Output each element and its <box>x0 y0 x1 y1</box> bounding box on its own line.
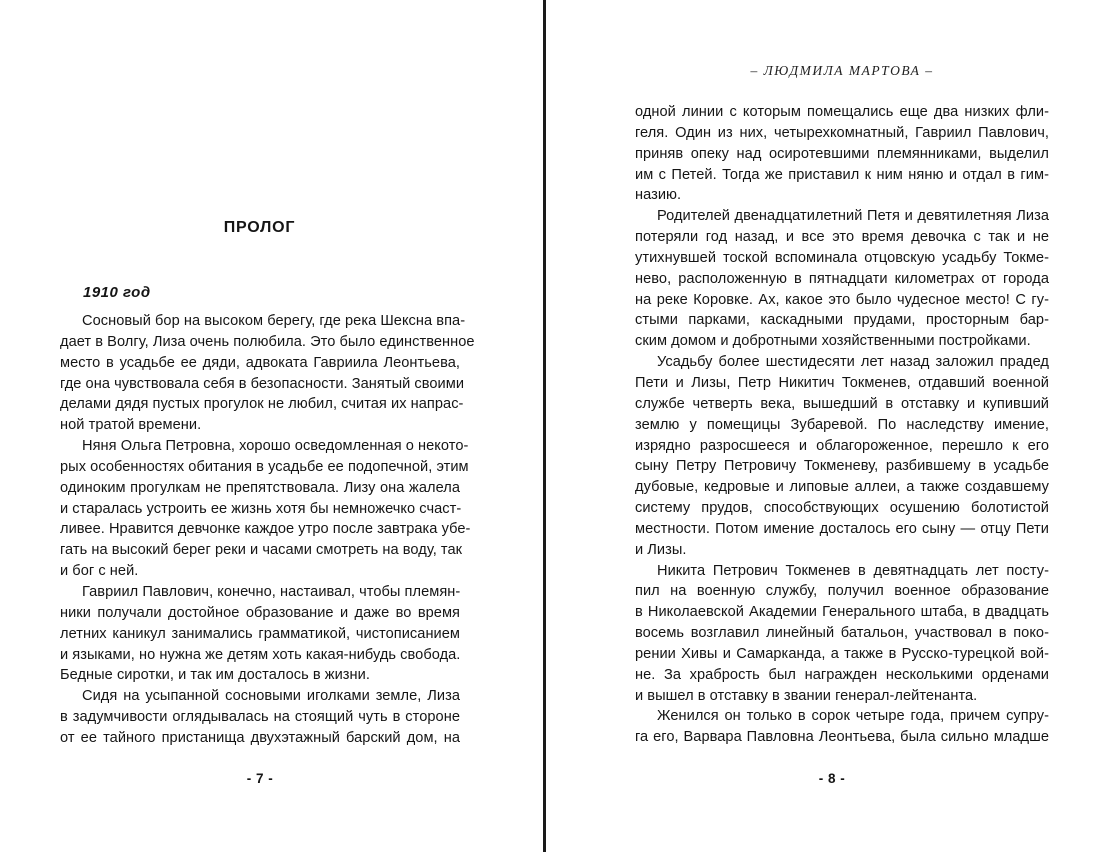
running-head-author: – ЛЮДМИЛА МАРТОВА – <box>750 63 934 78</box>
text-line: не. За храбрость был награжден несколькими орденами <box>635 666 1049 683</box>
right-page-body <box>635 102 1049 748</box>
page-number-left: - 7 - <box>246 771 274 786</box>
text-line: местности. Потом имение досталось его сыну — отцу Пети <box>635 520 1049 537</box>
text-line: ной тратой времени. <box>60 417 202 434</box>
text-line: пил на военную службу, получил военное образование <box>635 583 1049 600</box>
text-line: место в усадьбе ее дяди, адвоката Гавриила Леонтьева, <box>60 354 460 371</box>
text-line: им с Петей. Тогда же приставил к ним няню и отдал в гим- <box>635 166 1049 183</box>
text-line: восемь возглавил линейный батальон, участвовал в поко- <box>635 625 1049 642</box>
text-line: ским домом и добротными хозяйственными постройками. <box>635 333 1031 350</box>
left-page-body <box>60 311 475 749</box>
text-line: Никита Петрович Токменев в девятнадцать лет посту- <box>657 562 1049 579</box>
text-line: и Лизы. <box>635 541 687 558</box>
text-line: от ее тайного пристанища двухэтажный барский дом, на <box>60 729 460 746</box>
text-line: Сосновый бор на высоком берегу, где река Шексна впа- <box>82 313 466 329</box>
text-line: сыну Петру Петровичу Токменеву, разбившему в усадьбе <box>635 458 1049 475</box>
page-number-right: - 8 - <box>818 771 846 786</box>
text-line: где она чувствовала себя в безопасности. Занятый своими <box>60 375 465 392</box>
text-line: на реке Коровке. Ах, какое это было чудесное место! С гу- <box>635 291 1049 308</box>
text-line: Усадьбу более шестидесяти лет назад заложил прадед <box>657 354 1049 371</box>
text-line: Няня Ольга Петровна, хорошо осведомленная о некото- <box>82 438 469 455</box>
chapter-title: ПРОЛОГ <box>223 219 296 236</box>
text-line: приняв опеку над осиротевшими племянниками, выделил <box>635 145 1049 162</box>
text-line: одиноким прогулкам не препятствовала. Лизу она жалела <box>60 479 460 496</box>
text-line: дубовые, кедровые и липовые аллеи, а также создавшему <box>635 479 1049 496</box>
text-line: га его, Варвара Павловна Леонтьева, была сильно младше <box>635 729 1049 746</box>
text-line: одной линии с которым помещались еще два низких фли- <box>635 104 1049 120</box>
year-subheading: 1910 год <box>83 284 151 301</box>
text-line: назию. <box>635 187 682 204</box>
text-line: Сидя на усыпанной сосновыми иголками земле, Лиза <box>82 688 460 705</box>
text-line: землю у помещицы Зубаревой. По наследству имение, <box>635 416 1049 433</box>
text-line: в задумчивости оглядывалась на стоящий чуть в стороне <box>60 709 460 726</box>
text-line: изрядно разросшееся и облагороженное, перешло к его <box>635 437 1049 454</box>
text-line: Бедные сиротки, и так им досталось в жизни. <box>60 667 370 684</box>
text-line: стыми парками, каскадными прудами, просторным бар- <box>635 312 1049 329</box>
text-line: дает в Волгу, Лиза очень полюбила. Это было единственное <box>60 333 475 350</box>
text-line: в Николаевской Академии Генерального штаба, в двадцать <box>635 604 1049 621</box>
text-line: и старалась устроить ее жизнь хотя бы немножечко счаст- <box>60 500 462 517</box>
text-line: утихнувшей тоской вспоминала отцовскую усадьбу Токме- <box>635 249 1049 266</box>
text-line: Гавриил Павлович, конечно, настаивал, чтобы племян- <box>82 583 461 600</box>
text-line: и бог с ней. <box>60 563 139 580</box>
text-line: ливее. Нравится девчонке каждое утро после завтрака убе- <box>60 521 471 538</box>
text-line: и языками, но нужна же детям хоть какая-нибудь свобода. <box>60 646 461 663</box>
text-line: и вышел в отставку в звании генерал-лейтенанта. <box>635 687 978 704</box>
text-line: делами дядя пустых прогулок не любил, считая их напрас- <box>60 396 464 413</box>
text-line: летних каникул занимались грамматикой, чистописанием <box>60 625 460 642</box>
text-line: потеряли год назад, и все это время девочка с так и не <box>635 229 1049 246</box>
left-page <box>0 0 543 852</box>
right-page <box>547 0 1095 852</box>
text-line: рых особенностях обитания в усадьбе ее подопечной, этим <box>60 458 469 475</box>
text-line: Родителей двенадцатилетний Петя и девятилетняя Лиза <box>657 208 1049 225</box>
text-line: систему прудов, способствующих осушению болотистой <box>635 500 1049 517</box>
book-spine <box>543 0 546 852</box>
text-line: Женился он только в сорок четыре года, причем супру- <box>657 708 1049 725</box>
text-line: рении Хивы и Самарканда, а также в Русско-турецкой вой- <box>635 645 1049 662</box>
text-line: ники получали достойное образование и даже во время <box>60 604 460 621</box>
text-line: геля. Один из них, четырехкомнатный, Гавриил Павлович, <box>635 124 1049 141</box>
text-line: Пети и Лизы, Петр Никитич Токменев, отдавший военной <box>635 374 1049 391</box>
text-line: службе четверть века, вышедший в отставку и купивший <box>635 395 1049 412</box>
text-line: гать на высокий берег реки и часами смотреть на воду, так <box>60 542 463 559</box>
text-line: нево, расположенную в пятнадцати километрах от города <box>635 270 1049 287</box>
